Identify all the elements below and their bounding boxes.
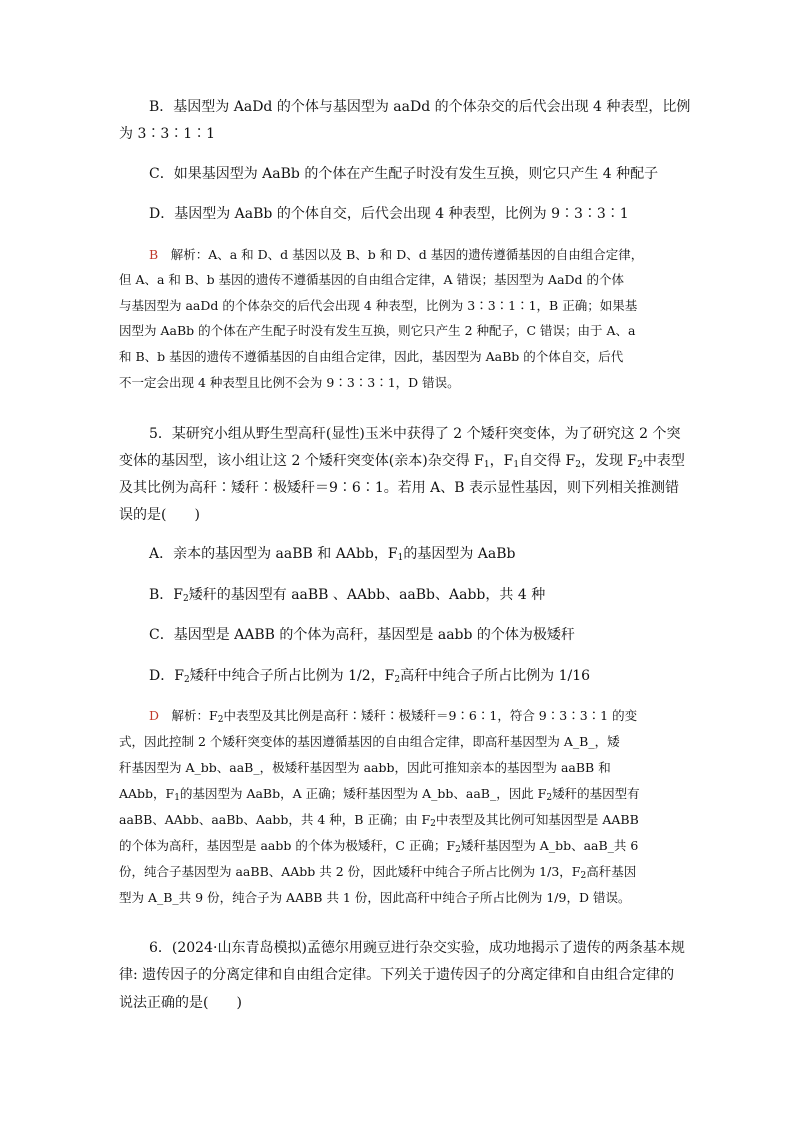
q5-explanation-line6: 的个体为高秆，基因型是 aabb 的个体为极矮秆，C 正确；$F_2$矮秆基因型为 A_bb、aaB_共 6 <box>119 838 639 855</box>
q4-option-b-line1: B．基因型为 AaDd 的个体与基因型为 aaDd 的个体杂交的后代会出现 4 种表型，比例 <box>149 99 691 115</box>
q5-explanation-line3: 秆基因型为 A_bb、aaB_，极矮秆基因型为 aabb，因此可推知亲本的基因型为 aaBB 和 <box>119 760 611 775</box>
q4-explanation-line5: 和 B、b 基因的遗传不遵循基因的自由组合定律，因此，基因型为 AaBb 的个体自交，后代 <box>119 349 624 364</box>
q5-stem-line1: 5．某研究小组从野生型高秆(显性)玉米中获得了 2 个矮秆突变体，为了研究这 2 个突 <box>149 426 681 442</box>
q4-option-c: C．如果基因型为 AaBb 的个体在产生配子时没有发生互换，则它只产生 4 种配子 <box>149 166 659 182</box>
q5-explanation-line2: 式，因此控制 2 个矮秆突变体的基因遵循基因的自由组合定律，即高秆基因型为 A_B_，矮 <box>119 734 620 749</box>
q5-answer: D <box>149 708 160 723</box>
q4-option-d: D．基因型为 AaBb 的个体自交，后代会出现 4 种表型，比例为 9∶3∶3∶1 <box>149 206 629 222</box>
q6-stem-line1: 6．(2024·山东青岛模拟)孟德尔用豌豆进行杂交实验，成功地揭示了遗传的两条基本规 <box>149 940 685 956</box>
q4-answer: B <box>149 247 159 262</box>
q5-stem-line2: 变体的基因型，该小组让这 2 个矮秆突变体(亲本)杂交得 $F_1$，$F_1$自交得 $F_2$，发现 $F_2$中表型 <box>119 453 685 470</box>
q5-explanation-line7: 份，纯合子基因型为 aaBB、AAbb 共 2 份，因此矮秆中纯合子所占比例为 1/3，$F_2$高秆基因 <box>119 864 637 881</box>
q5-stem-line3: 及其比例为高秆∶矮秆∶极矮秆＝9∶6∶1。若用 A、B 表示显性基因，则下列相关推测错 <box>119 480 680 496</box>
q6-stem-line2: 律: 遗传因子的分离定律和自由组合定律。下列关于遗传因子的分离定律和自由组合定律的 <box>119 967 675 983</box>
q5-explanation-line1: D 解析：$F_2$中表型及其比例是高秆∶矮秆∶极矮秆＝9∶6∶1，符合 9∶3∶3∶1 的变 <box>149 708 638 725</box>
q4-explanation-line1: B 解析：A、a 和 D、d 基因以及 B、b 和 D、d 基因的遗传遵循基因的自由组合定律， <box>149 247 644 262</box>
q5-explanation-line5: aaBB、AAbb、aaBb、Aabb，共 4 种，B 正确；由 $F_2$中表型及其比例可知基因型是 AABB <box>119 812 639 829</box>
q4-option-b-line2: 为 3∶3∶1∶1 <box>119 126 216 142</box>
q5-explanation-line8: 型为 A_B_共 9 份，纯合子为 AABB 共 1 份，因此高秆中纯合子所占比例为 1/9，D 错误。 <box>119 890 631 905</box>
q5-option-a: A．亲本的基因型为 aaBB 和 AAbb，$F_1$的基因型为 AaBb <box>149 546 516 563</box>
q5-option-b: B．$F_2$矮秆的基因型有 aaBB 、AAbb、aaBb、Aabb，共 4 种 <box>149 587 546 604</box>
q5-option-c: C．基因型是 AABB 的个体为高秆，基因型是 aabb 的个体为极矮秆 <box>149 627 575 643</box>
q4-explanation-line6: 不一定会出现 4 种表型且比例不会为 9∶3∶3∶1，D 错误。 <box>119 375 460 390</box>
q4-explanation-line3: 与基因型为 aaDd 的个体杂交的后代会出现 4 种表型，比例为 3∶3∶1∶1，B 正确；如果基 <box>119 298 638 313</box>
q6-stem-line3: 说法正确的是( ) <box>119 995 242 1011</box>
q5-option-d: D．$F_2$矮秆中纯合子所占比例为 1/2，$F_2$高秆中纯合子所占比例为 1/16 <box>149 668 591 685</box>
q5-stem-line4: 误的是( ) <box>119 507 200 523</box>
q4-explanation-line4: 因型为 AaBb 的个体在产生配子时没有发生互换，则它只产生 2 种配子，C 错误；由于 A、a <box>119 323 636 338</box>
q5-explanation-line4: AAbb，$F_1$的基因型为 AaBb，A 正确；矮秆基因型为 A_bb、aaB_，因此 $F_2$矮秆的基因型有 <box>119 786 640 803</box>
q4-explanation-line2: 但 A、a 和 B、b 基因的遗传不遵循基因的自由组合定律，A 错误；基因型为 AaDd 的个体 <box>119 272 625 287</box>
